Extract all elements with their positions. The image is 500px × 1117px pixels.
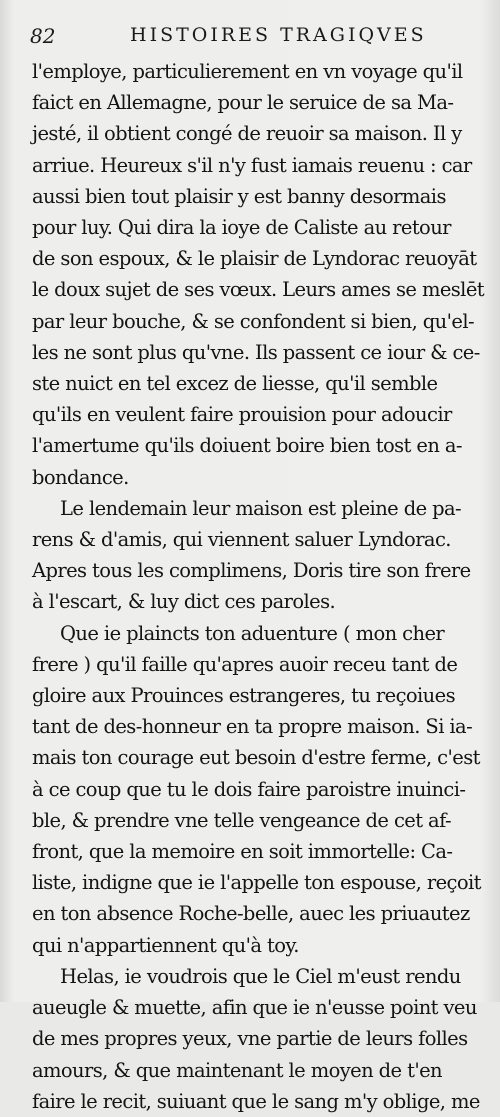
- text-line: Le lendemain leur maison est pleine de pa-: [32, 496, 462, 520]
- paragraph: [32, 618, 492, 961]
- text-line: Que ie plaincts ton aduenture ( mon cher: [32, 621, 445, 645]
- text-line: pour luy. Qui dira la ioye de Caliste au retour: [32, 216, 451, 240]
- text-line: liste, indigne que ie l'appelle ton espouse, reçoit: [32, 871, 481, 895]
- text-line: aueugle & muette, afin que ie n'eusse point veu: [32, 996, 477, 1020]
- text-line: les ne sont plus qu'vne. Ils passent ce iour & ce-: [32, 340, 480, 364]
- body-text: [32, 56, 492, 1117]
- text-line: qui n'appartiennent qu'à toy.: [32, 933, 299, 957]
- paragraph: [32, 493, 492, 618]
- text-line: jesté, il obtient congé de reuoir sa maison. Il y: [32, 122, 462, 146]
- text-line: gloire aux Prouinces estrangeres, tu reçoiues: [32, 684, 455, 708]
- page-header: [30, 24, 485, 54]
- text-line: arriue. Heureux s'il n'y fust iamais reuenu : car: [32, 153, 472, 177]
- text-line: en ton absence Roche-belle, auec les priuautez: [32, 902, 470, 926]
- paragraph: [32, 56, 492, 493]
- text-line: de son espoux, & le plaisir de Lyndorac reuoyāt: [32, 247, 477, 271]
- text-line: Helas, ie voudrois que le Ciel m'eust rendu: [32, 964, 461, 988]
- text-line: l'employe, particulierement en vn voyage qu'il: [32, 60, 463, 83]
- text-line: amours, & que maintenant le moyen de t'en: [32, 1058, 442, 1082]
- text-line: l'amertume qu'ils doiuent boire bien tost en a-: [32, 434, 462, 458]
- text-line: à l'escart, & luy dict ces paroles.: [32, 590, 336, 614]
- text-line: aussi bien tout plaisir y est banny desormais: [32, 184, 446, 208]
- page-number: 82: [30, 24, 56, 48]
- text-line: ste nuict en tel excez de liesse, qu'il semble: [32, 372, 438, 396]
- text-line: par leur bouche, & se confondent si bien, qu'el-: [32, 309, 474, 333]
- text-line: qu'ils en veulent faire prouision pour adoucir: [32, 403, 452, 427]
- text-line: mais ton courage eut besoin d'estre ferme, c'est: [32, 746, 480, 770]
- text-line: faire le recit, suiuant que le sang m'y oblige, me: [32, 1089, 480, 1113]
- text-line: rens & d'amis, qui viennent saluer Lyndorac.: [32, 528, 451, 552]
- text-line: front, que la memoire en soit immortelle: Ca-: [32, 840, 453, 864]
- text-line: frere ) qu'il faille qu'apres auoir receu tant de: [32, 652, 458, 676]
- paragraph: [32, 961, 492, 1117]
- text-line: faict en Allemagne, pour le seruice de sa Ma-: [32, 91, 454, 115]
- text-line: de mes propres yeux, vne partie de leurs folles: [32, 1027, 468, 1051]
- text-line: ble, & prendre vne telle vengeance de cet af-: [32, 808, 451, 832]
- text-line: bondance.: [32, 465, 129, 489]
- text-line: à ce coup que tu le dois faire paroistre inuinci-: [32, 777, 466, 801]
- text-line: le doux sujet de ses vœux. Leurs ames se meslēt: [32, 278, 484, 302]
- text-line: tant de des-honneur en ta propre maison. Si ia-: [32, 715, 473, 739]
- text-line: Apres tous les complimens, Doris tire son frere: [32, 559, 471, 583]
- running-head: HISTOIRES TRAGIQVES: [130, 24, 427, 46]
